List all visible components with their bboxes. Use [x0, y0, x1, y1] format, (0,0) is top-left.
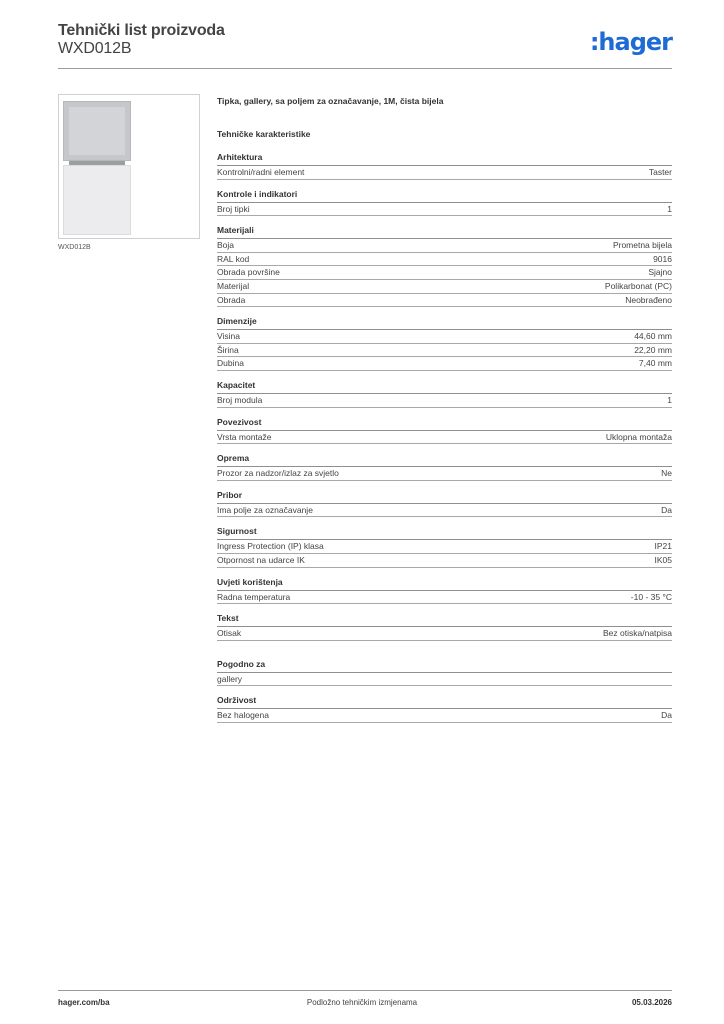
spec-label: Širina	[217, 344, 239, 355]
spec-value: -10 - 35 °C	[630, 591, 672, 602]
footer-website: hager.com/ba	[58, 998, 110, 1007]
spec-row	[217, 627, 672, 641]
spec-label: Otpornost na udarce IK	[217, 554, 305, 565]
spec-value: Da	[661, 710, 672, 721]
spec-label: Dubina	[217, 358, 244, 369]
spec-value: Da	[661, 504, 672, 515]
spec-label: Vrsta montaže	[217, 431, 272, 442]
image-caption: WXD012B	[58, 244, 91, 251]
spec-value: Uklopna montaža	[605, 431, 672, 442]
spec-section	[217, 613, 672, 641]
spec-label: Materijal	[217, 280, 250, 291]
spec-row	[217, 554, 672, 568]
spec-section	[217, 577, 672, 605]
spec-section	[217, 316, 672, 371]
product-code: WXD012B	[58, 40, 132, 57]
footer-divider	[58, 990, 672, 991]
spec-label: Visina	[217, 331, 240, 342]
section-title: Sigurnost	[217, 526, 672, 540]
switch-button-lower	[63, 165, 131, 235]
spec-value: Polikarbonat (PC)	[604, 280, 672, 291]
spec-row	[217, 357, 672, 371]
spec-label: Radna temperatura	[217, 591, 291, 602]
spec-value: Prometna bijela	[612, 240, 672, 251]
spec-label: Otisak	[217, 628, 242, 639]
spec-label: Obrada površine	[217, 267, 280, 278]
spec-label: Broj modula	[217, 394, 263, 405]
spec-label: Kontrolni/radni element	[217, 167, 305, 177]
spec-section	[217, 526, 672, 567]
section-title: Arhitektura	[217, 152, 672, 166]
spec-row	[217, 394, 672, 408]
spec-row	[217, 709, 672, 723]
spec-section	[217, 380, 672, 408]
spec-value: 7,40 mm	[638, 358, 672, 369]
spec-label: Obrada	[217, 294, 246, 305]
spec-value: Sjajno	[648, 267, 672, 278]
spec-row	[217, 239, 672, 253]
spec-value: 9016	[653, 253, 672, 264]
spec-value: 44,60 mm	[634, 331, 672, 342]
spec-value: Ne	[661, 468, 672, 479]
section-title: Pribor	[217, 490, 672, 504]
section-title: Kontrole i indikatori	[217, 189, 672, 203]
spec-label: Broj tipki	[217, 203, 250, 214]
spec-row	[217, 344, 672, 358]
spec-row	[217, 673, 672, 687]
section-title: Pogodno za	[217, 659, 672, 673]
hager-logo: :hager	[589, 28, 672, 56]
spec-label: gallery	[217, 673, 243, 684]
section-title: Tekst	[217, 613, 672, 627]
spec-label: Boja	[217, 240, 235, 251]
switch-button-upper	[63, 101, 131, 161]
section-title: Održivost	[217, 695, 672, 709]
spec-section	[217, 225, 672, 307]
header-divider	[58, 68, 672, 69]
spec-row	[217, 266, 672, 280]
footer-date: 05.03.2026	[631, 998, 672, 1007]
product-image	[58, 94, 200, 239]
spec-value: IK05	[654, 554, 672, 565]
spec-value: Neobrađeno	[625, 294, 672, 305]
spec-label: Ima polje za označavanje	[217, 504, 313, 515]
section-title: Materijali	[217, 225, 672, 239]
spec-section	[217, 417, 672, 445]
spec-value: IP21	[654, 541, 672, 552]
spec-label: Prozor za nadzor/izlaz za svjetlo	[217, 468, 339, 479]
section-title: Kapacitet	[217, 380, 672, 394]
spec-section	[217, 695, 672, 723]
spec-sections	[217, 152, 672, 723]
spec-value: 1	[667, 394, 672, 405]
spec-value: 22,20 mm	[634, 344, 672, 355]
spec-content	[217, 96, 672, 723]
spec-row	[217, 166, 672, 180]
spec-value: Bez otiska/natpisa	[603, 628, 672, 639]
section-title: Povezivost	[217, 417, 672, 431]
spec-row	[217, 540, 672, 554]
document-title: Tehnički list proizvoda	[58, 22, 225, 39]
footer-note: Podložno tehničkim izmjenama	[306, 998, 418, 1007]
section-title: Oprema	[217, 453, 672, 467]
section-title: Dimenzije	[217, 316, 672, 330]
spec-label: Ingress Protection (IP) klasa	[217, 541, 324, 552]
spec-heading: Tehničke karakteristike	[217, 129, 311, 139]
spec-row	[217, 253, 672, 267]
spec-row	[217, 591, 672, 605]
spec-section	[217, 490, 672, 518]
spec-row	[217, 467, 672, 481]
spec-section	[217, 189, 672, 217]
spec-value: Taster	[648, 167, 672, 177]
spec-row	[217, 280, 672, 294]
spec-section	[217, 453, 672, 481]
section-title: Uvjeti korištenja	[217, 577, 672, 591]
spec-row	[217, 294, 672, 308]
spec-section	[217, 152, 672, 180]
spec-row	[217, 431, 672, 445]
spec-value: 1	[667, 203, 672, 214]
spec-row	[217, 330, 672, 344]
spec-section	[217, 659, 672, 687]
product-description: Tipka, gallery, sa poljem za označavanje, 1M, čista bijela	[217, 96, 444, 106]
page-header	[58, 20, 672, 68]
spec-row	[217, 504, 672, 518]
spec-label: RAL kod	[217, 253, 250, 264]
spec-label: Bez halogena	[217, 710, 269, 721]
spec-row	[217, 203, 672, 217]
